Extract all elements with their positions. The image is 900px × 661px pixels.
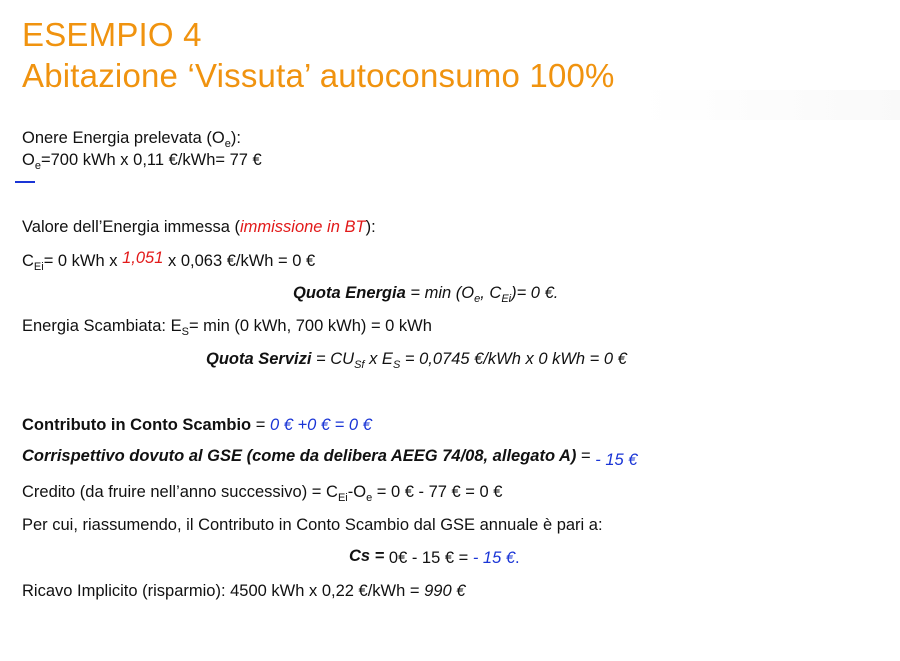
corrispettivo-value: - 15 €: [595, 451, 638, 469]
energia-scambiata: Energia Scambiata: $E_S= \min (0$ kWh, 700 kWh) = 0 kWh: [22, 317, 432, 338]
credito: Credito (da fruire nell’anno successivo) = $C_{Ei}-O_e = 0$ € - 77 € = 0 €: [22, 483, 503, 504]
slide-title-line1: ESEMPIO 4: [22, 16, 202, 53]
ricavo-implicito: Ricavo Implicito (risparmio): 4500 kWh x 0,22 €/kWh = 990 €: [22, 582, 466, 600]
factor-value: 1,051: [122, 249, 164, 267]
slide-title-line2: Abitazione ‘Vissuta’ autoconsumo 100%: [22, 57, 615, 94]
riassunto: Per cui, riassumendo, il Contributo in Conto Scambio dal GSE annuale è pari a:: [22, 516, 603, 534]
immessa-calc: $C_{Ei}= 0$ kWh x 1,051 x 0,063 €/kWh = 0 €: [22, 249, 316, 273]
corrispettivo-gse: Corrispettivo dovuto al GSE (come da delibera AEEG 74/08, allegato A) = - 15 €: [22, 447, 638, 469]
cs-value: - 15 €: [472, 549, 516, 567]
contributo-conto-scambio: Contributo in Conto Scambio = 0 € +0 € = 0 €: [22, 416, 372, 434]
contributo-value: 0 € +0 € = 0 €: [269, 416, 372, 434]
quota-servizi: Quota Servizi = $CU_{Sf}$ x $E_S = 0,0745$ €/kWh x 0 kWh = 0 €: [206, 350, 627, 371]
background-shadow: [640, 90, 900, 120]
quota-energia: Quota Energia = $\min (O_e$, $C_{Ei})= 0$ €.: [293, 284, 559, 305]
immissione-bt: immissione in BT: [239, 218, 366, 236]
immessa-heading: Valore dell’Energia immessa (immissione in BT):: [22, 218, 376, 236]
onere-calc: $O_e=700$ kWh x 0,11 €/kWh= 77 €: [22, 151, 262, 172]
ricavo-value: 990 €: [424, 582, 466, 600]
blue-dash: [15, 181, 35, 183]
cs-result: Cs = 0€ - 15 € = - 15 €.: [349, 547, 520, 567]
onere-heading: Onere Energia prelevata $(O_e)$:: [22, 129, 241, 150]
